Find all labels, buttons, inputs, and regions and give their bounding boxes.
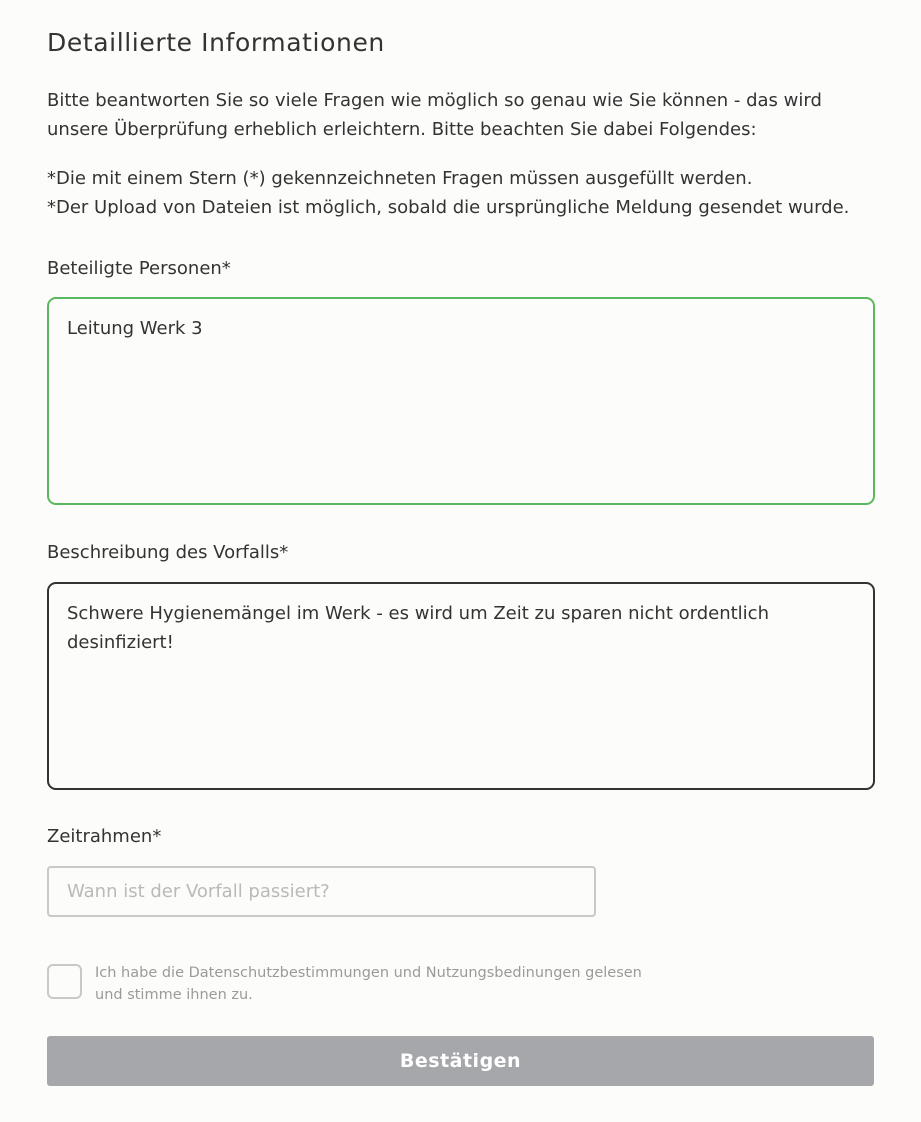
- consent-row: [47, 964, 875, 1004]
- consent-text-line: und stimme ihnen zu.: [95, 987, 253, 1003]
- consent-text-line: Ich habe die Datenschutzbestimmungen und Nutzungsbedinungen gelesen: [95, 965, 642, 981]
- consent-text[interactable]: [95, 962, 695, 1006]
- intro-text: Bitte beantworten Sie so viele Fragen wie möglich so genau wie Sie können - das wird unsere Überprüfung erheblich erleichtern. Bitte beachten Sie dabei Folgendes:: [47, 90, 822, 140]
- persons-textarea[interactable]: [47, 297, 875, 505]
- page-title: Detaillierte Informationen: [47, 28, 385, 57]
- form-notes: [47, 164, 877, 222]
- description-label: Beschreibung des Vorfalls*: [47, 542, 289, 563]
- description-textarea[interactable]: [47, 582, 875, 790]
- upload-note: *Der Upload von Dateien ist möglich, sobald die ursprüngliche Meldung gesendet wurde.: [47, 197, 850, 218]
- timeframe-label: Zeitrahmen*: [47, 826, 162, 847]
- consent-checkbox[interactable]: [47, 964, 82, 999]
- timeframe-input[interactable]: [47, 866, 596, 917]
- required-note: *Die mit einem Stern (*) gekennzeichneten Fragen müssen ausgefüllt werden.: [47, 168, 753, 189]
- persons-label: Beteiligte Personen*: [47, 258, 231, 279]
- submit-button[interactable]: Bestätigen: [47, 1036, 874, 1086]
